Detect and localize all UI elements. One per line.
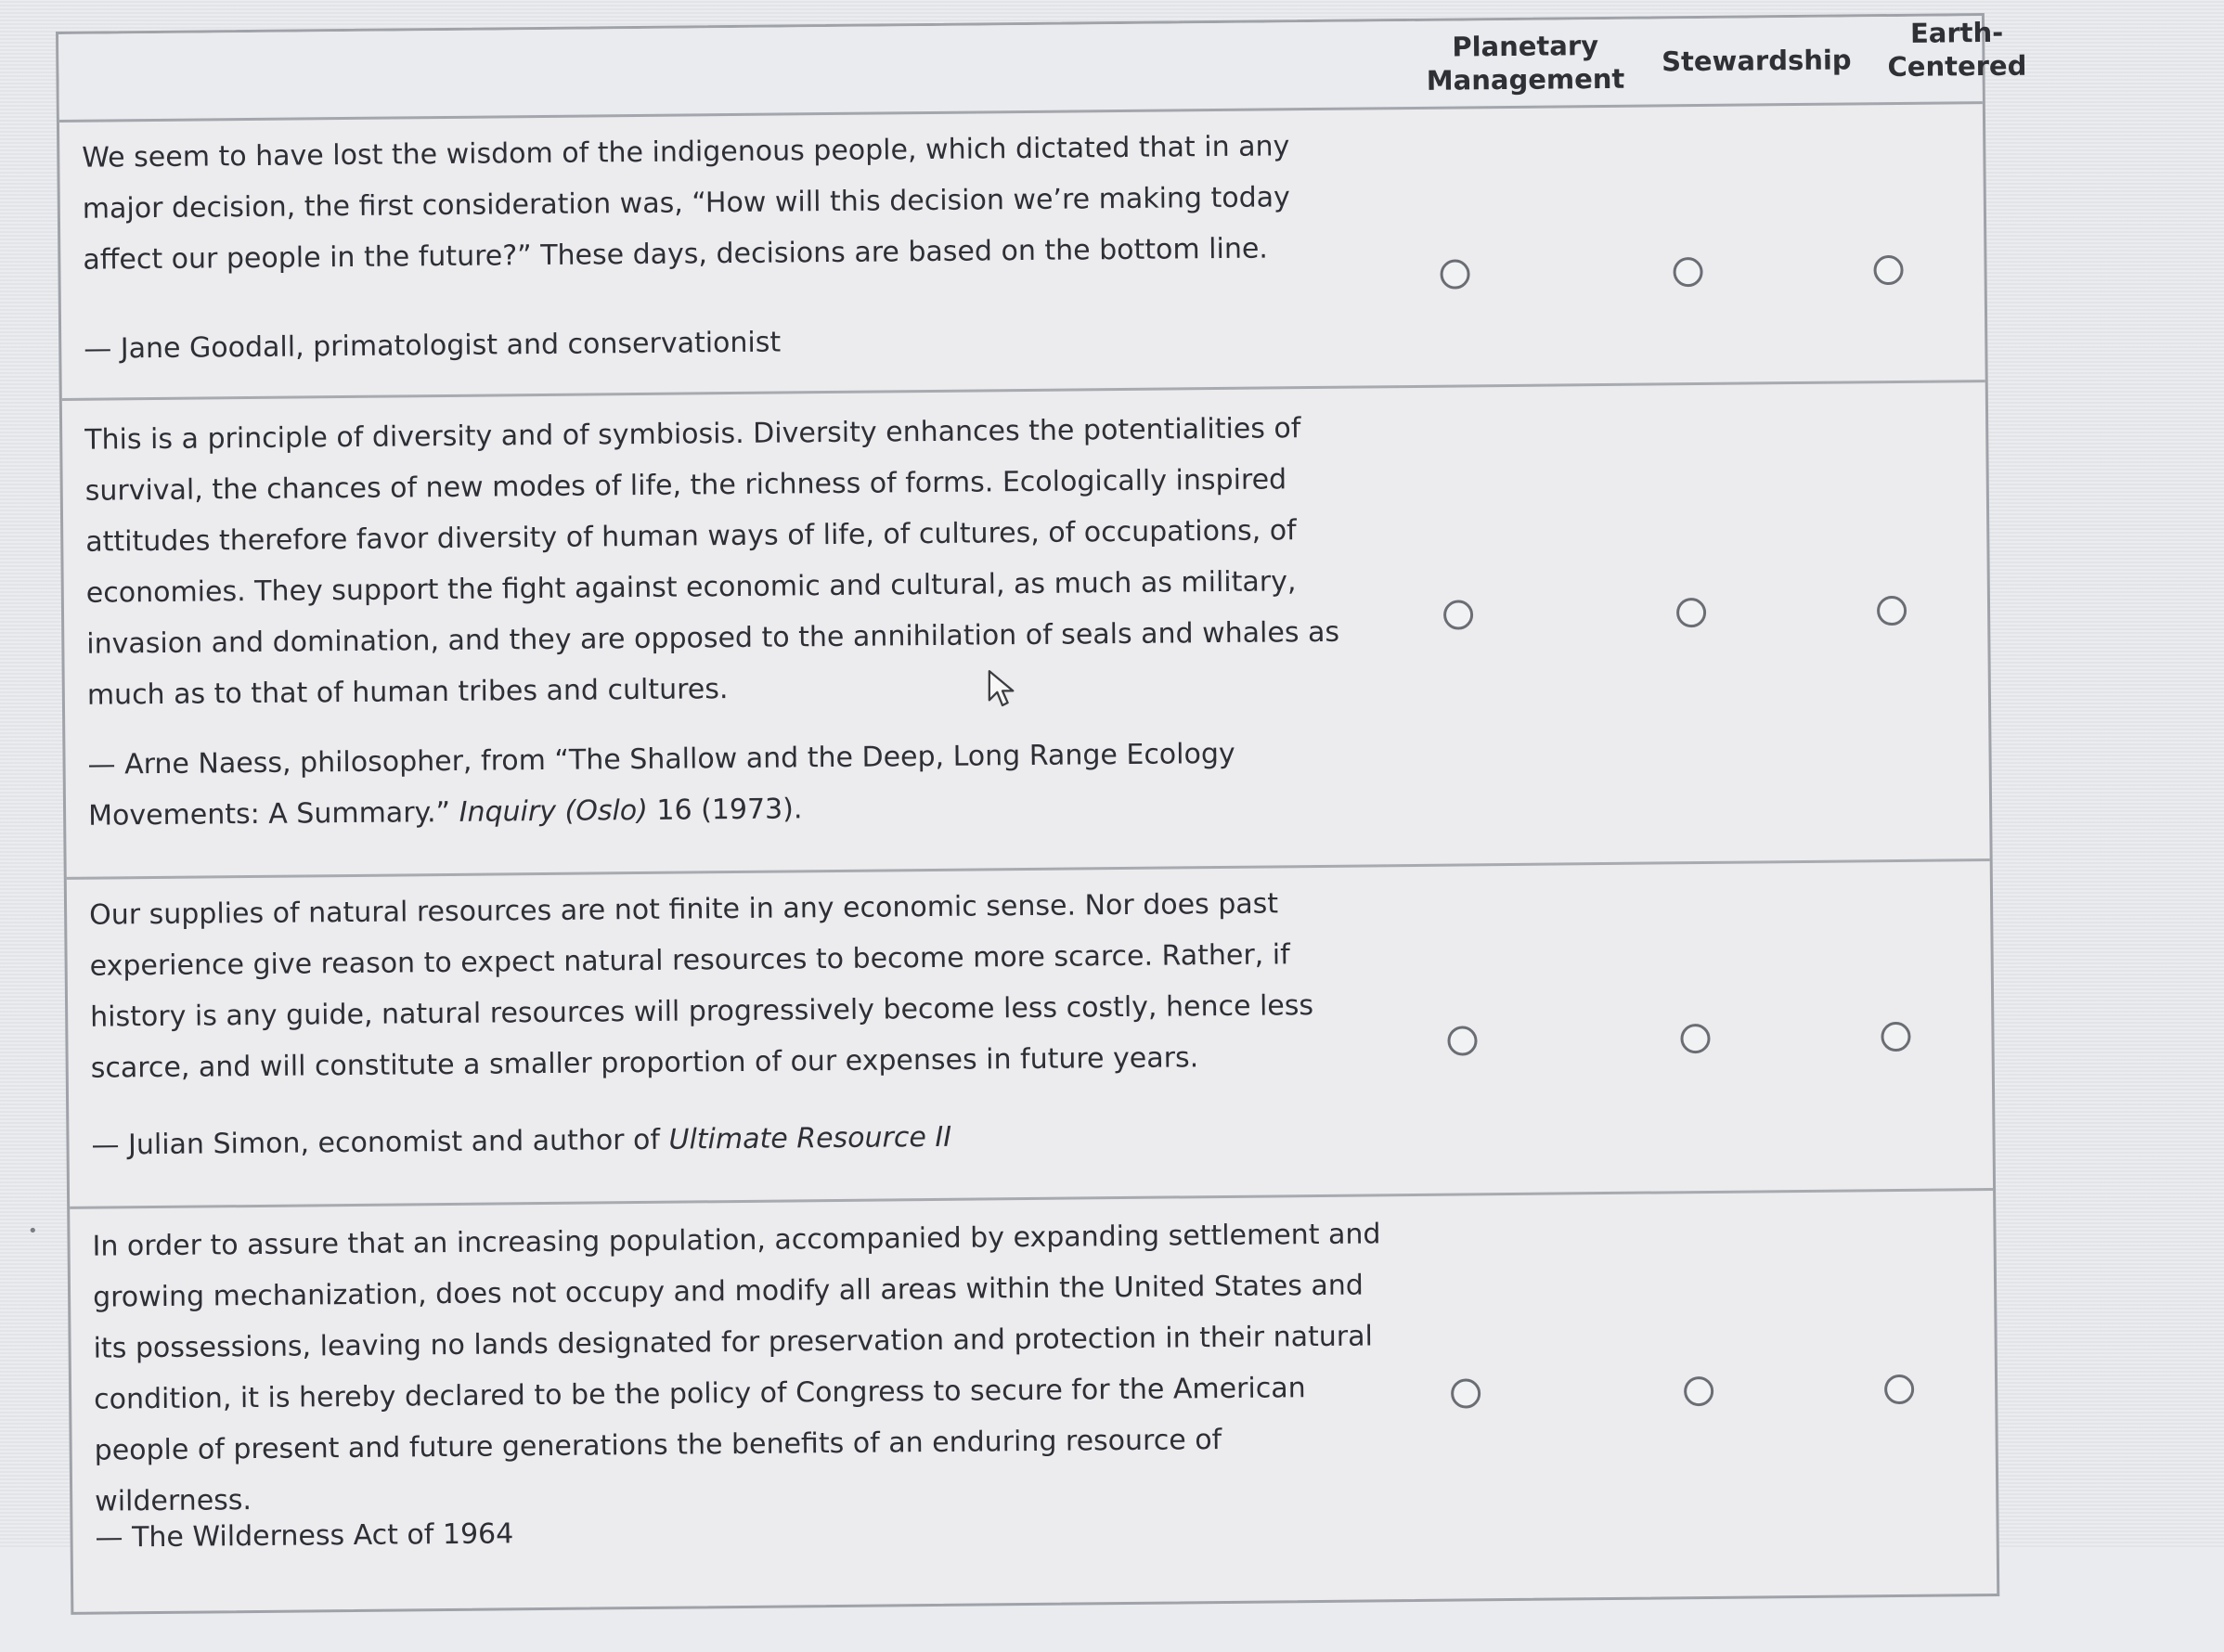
attribution-text: — The Wilderness Act of 1964 — [95, 1517, 514, 1555]
attribution-text: — Jane Goodall, primatologist and conservationist — [84, 326, 782, 366]
quote-text: Our supplies of natural resources are not finite in any economic sense. Nor does past experience give reason to expect natural resources to become more scarce. Rather, if history is any guide, natural resources will progressively become less costly, hence less scarce, and will constitute a smaller proportion of our expenses in future years. — [88, 887, 1314, 1085]
mouse-cursor-icon — [987, 668, 1018, 711]
radio-stewardship[interactable] — [1676, 598, 1706, 627]
attribution-text: — Julian Simon, economist and author of — [91, 1123, 669, 1162]
radio-earth-centered[interactable] — [1877, 596, 1907, 626]
radio-stewardship[interactable] — [1673, 257, 1702, 287]
attribution-tail: 16 (1973). — [647, 793, 803, 827]
radio-stewardship[interactable] — [1680, 1024, 1710, 1053]
quote-text: This is a principle of diversity and of symbiosis. Diversity enhances the potentialities of survival, the chances of new modes of life, the richness of forms. Ecologically inspired attitudes therefore favor diversity of human ways of life, of cultures, of occupations, of economies. They support the fight against economic and cultural, as much as military, invasion and domination, and they are opposed to the annihilation of seals and whales as much as to that of human tribes and cultures. — [84, 412, 1340, 712]
attribution-italic: Inquiry (Oslo) — [459, 794, 649, 829]
quote-attribution — [84, 311, 1374, 374]
quote-text: In order to assure that an increasing population, accompanied by expanding settlement and growing mechanization, does not occupy and modify all areas within the United States and its possessions, leaving no lands designated for preservation and protection in their natural condition, it is hereby declared to be the policy of Congress to secure for the American people of present and future generations the benefits of an enduring resource of wilderness. — [92, 1218, 1381, 1518]
radio-planetary-management[interactable] — [1447, 1026, 1477, 1055]
attribution-italic: Ultimate Resource II — [668, 1120, 952, 1156]
quote-attribution — [91, 1107, 1381, 1170]
radio-planetary-management[interactable] — [1443, 600, 1473, 629]
radio-planetary-management[interactable] — [1440, 259, 1469, 289]
column-header-earth-centered: Earth- Centered — [1887, 16, 2027, 84]
table-row — [70, 1188, 1998, 1652]
table-row — [62, 380, 1990, 880]
margin-mark-icon: • — [28, 1221, 38, 1241]
radio-earth-centered[interactable] — [1884, 1375, 1914, 1404]
radio-earth-centered[interactable] — [1881, 1022, 1910, 1052]
radio-stewardship[interactable] — [1684, 1376, 1713, 1406]
radio-earth-centered[interactable] — [1873, 255, 1903, 285]
attribution-text: — Arne Naess, philosopher, from “The Shallow and the Deep, Long Range Ecology Movements: A Summary.” — [87, 737, 1235, 832]
column-header-stewardship: Stewardship — [1661, 44, 1852, 78]
radio-planetary-management[interactable] — [1451, 1378, 1481, 1408]
classification-table — [56, 13, 2027, 1615]
table-row — [67, 858, 1993, 1209]
column-header-planetary-management: Planetary Management — [1426, 30, 1625, 97]
quote-attribution — [87, 727, 1378, 841]
quote-text: We seem to have lost the wisdom of the indigenous people, which dictated that in any major decision, the first consideration was, “How will this decision we’re making today affect our people in the future?” These days, decisions are based on the bottom line. — [82, 130, 1291, 277]
table-row — [59, 101, 1985, 401]
